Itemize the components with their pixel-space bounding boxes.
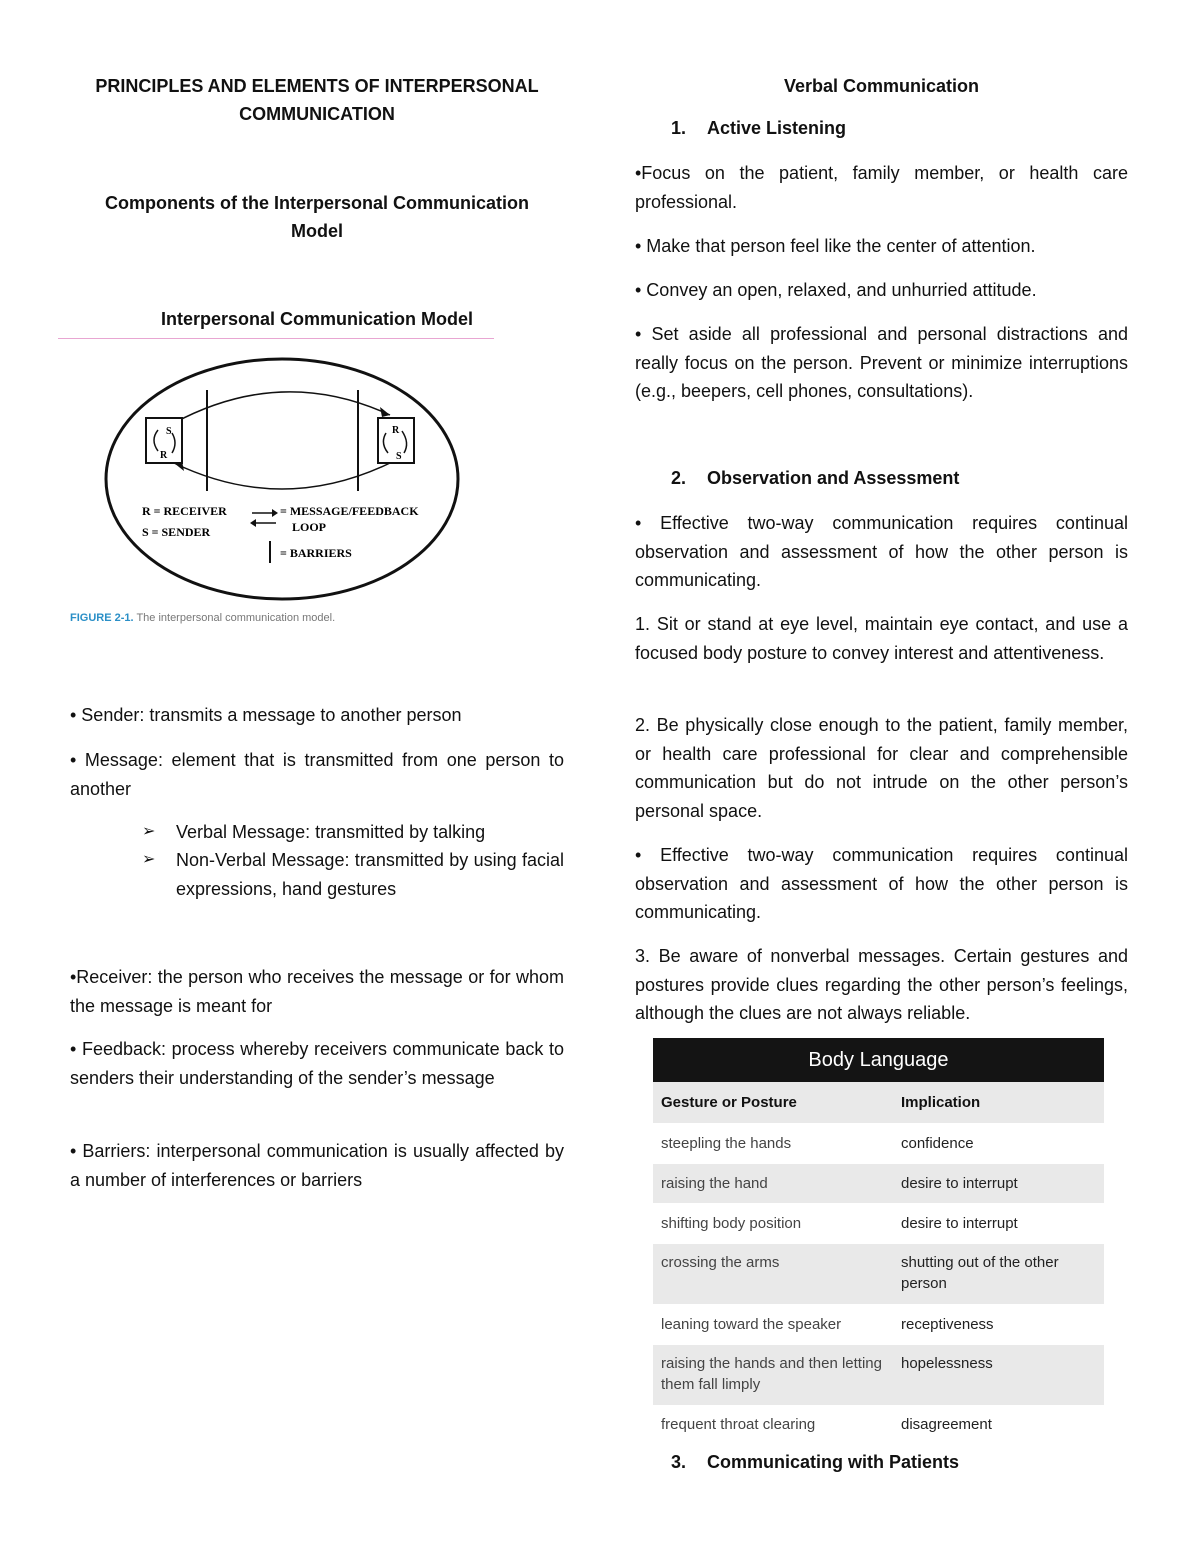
nonverbal-message-item <box>142 846 564 903</box>
components-heading <box>70 189 564 245</box>
section-3-number: 3. <box>671 1452 687 1472</box>
pink-divider <box>58 338 494 339</box>
implication-cell: disagreement <box>901 1416 992 1433</box>
message-arrowhead <box>380 407 390 417</box>
left-column <box>70 0 564 1553</box>
right-node-top-label: R <box>392 425 400 436</box>
components-line-2: Model <box>291 221 343 241</box>
arrow-bullet-icon: ➢ <box>142 823 156 840</box>
implication-cell: shutting out of the other person <box>901 1254 1059 1292</box>
section-2-number: 2. <box>671 468 687 488</box>
table-row <box>653 1406 1104 1444</box>
legend-receiver: R = RECEIVER <box>142 504 227 518</box>
s2-paragraph-5: 3. Be aware of nonverbal messages. Certain gestures and postures provide clues regarding the other person’s feelings, although the clues are not always reliable. <box>635 946 1128 1023</box>
nonverbal-message-text: Non-Verbal Message: transmitted by using facial expressions, hand gestures <box>176 850 564 899</box>
feedback-item: • Feedback: process whereby receivers communicate back to senders their understanding of the sender’s message <box>70 1039 564 1088</box>
table-row <box>653 1305 1104 1345</box>
gesture-cell: raising the hand <box>661 1175 768 1192</box>
verbal-communication-heading: Verbal Communication <box>783 76 980 96</box>
s1-paragraph-4: • Set aside all professional and personal distractions and really focus on the person. Prevent or minimize interruptions (e.g., beepers, cell phones, consultations). <box>635 324 1128 401</box>
message-item: • Message: element that is transmitted from one person to another <box>70 750 564 799</box>
column-header-implication: Implication <box>901 1094 981 1111</box>
section-2-heading <box>671 468 959 489</box>
section-1-heading <box>671 118 846 139</box>
s2-paragraph-1: • Effective two-way communication requires continual observation and assessment of how the other person is communicating. <box>635 513 1128 590</box>
sender-item: • Sender: transmits a message to another person <box>70 705 462 725</box>
table-row <box>653 1204 1104 1244</box>
column-header-gesture: Gesture or Posture <box>661 1094 797 1111</box>
figure-caption <box>70 612 335 624</box>
table-row <box>653 1164 1104 1204</box>
implication-cell: desire to interrupt <box>901 1215 1018 1232</box>
implication-cell: receptiveness <box>901 1316 994 1333</box>
communication-model-diagram <box>102 355 462 610</box>
legend-loop: LOOP <box>292 520 327 534</box>
legend-sender: S = SENDER <box>142 525 211 539</box>
components-line-1: Components of the Interpersonal Communication <box>104 193 530 213</box>
gesture-cell: shifting body position <box>661 1215 802 1232</box>
body-language-title: Body Language <box>653 1038 1104 1082</box>
gesture-cell: frequent throat clearing <box>661 1416 816 1433</box>
s2-paragraph-3: 2. Be physically close enough to the patient, family member, or health care professional for clear and comprehensible communication but do not intrude on the other person’s personal space. <box>635 715 1128 821</box>
s1-paragraph-3: • Convey an open, relaxed, and unhurried attitude. <box>635 280 1037 300</box>
gesture-cell: steepling the hands <box>661 1135 792 1152</box>
right-node-bottom-label: S <box>396 451 402 462</box>
gesture-cell: leaning toward the speaker <box>661 1316 842 1333</box>
left-node-top-label: S <box>166 426 172 437</box>
section-2-title: Observation and Assessment <box>707 468 960 488</box>
section-1-number: 1. <box>671 118 687 138</box>
barriers-item: • Barriers: interpersonal communication is usually affected by a number of interferences or barriers <box>70 1141 564 1190</box>
gesture-cell: raising the hands and then letting them fall limply <box>661 1355 882 1393</box>
section-3-heading <box>671 1452 959 1473</box>
title-line-1: PRINCIPLES AND ELEMENTS OF INTERPERSONAL <box>95 76 539 96</box>
figure-number: FIGURE 2-1. <box>70 612 134 624</box>
legend-barriers: = BARRIERS <box>280 546 352 560</box>
implication-cell: hopelessness <box>901 1355 993 1372</box>
table-row <box>653 1345 1104 1406</box>
s1-paragraph-2: • Make that person feel like the center of attention. <box>635 236 1036 256</box>
section-1-title: Active Listening <box>707 118 847 138</box>
table-row <box>653 1124 1104 1164</box>
s2-paragraph-4: • Effective two-way communication requires continual observation and assessment of how the other person is communicating. <box>635 845 1128 922</box>
figure-caption-text: The interpersonal communication model. <box>136 612 336 624</box>
document-title <box>70 72 564 128</box>
table-row <box>653 1244 1104 1305</box>
model-heading: Interpersonal Communication Model <box>160 309 474 329</box>
s2-paragraph-2: 1. Sit or stand at eye level, maintain eye contact, and use a focused body posture to convey interest and attentiveness. <box>635 614 1128 663</box>
body-language-table <box>653 1038 1104 1444</box>
legend-arrowhead-right <box>272 509 278 517</box>
table-body <box>653 1124 1104 1444</box>
left-node-bottom-label: R <box>160 450 168 461</box>
receiver-item: •Receiver: the person who receives the message or for whom the message is meant for <box>70 967 564 1016</box>
diagram-ellipse <box>106 359 458 599</box>
implication-cell: desire to interrupt <box>901 1175 1018 1192</box>
legend-message-feedback: = MESSAGE/FEEDBACK <box>280 504 419 518</box>
gesture-cell: crossing the arms <box>661 1254 780 1271</box>
verbal-message-item <box>142 818 564 847</box>
implication-cell: confidence <box>901 1135 974 1152</box>
verbal-message-text: Verbal Message: transmitted by talking <box>176 822 486 842</box>
title-line-2: COMMUNICATION <box>239 104 395 124</box>
arrow-bullet-icon: ➢ <box>142 851 156 868</box>
table-header-row <box>653 1082 1104 1124</box>
legend-arrowhead-left <box>250 519 256 527</box>
s1-paragraph-1: •Focus on the patient, family member, or health care professional. <box>635 163 1128 212</box>
section-3-title: Communicating with Patients <box>707 1452 960 1472</box>
